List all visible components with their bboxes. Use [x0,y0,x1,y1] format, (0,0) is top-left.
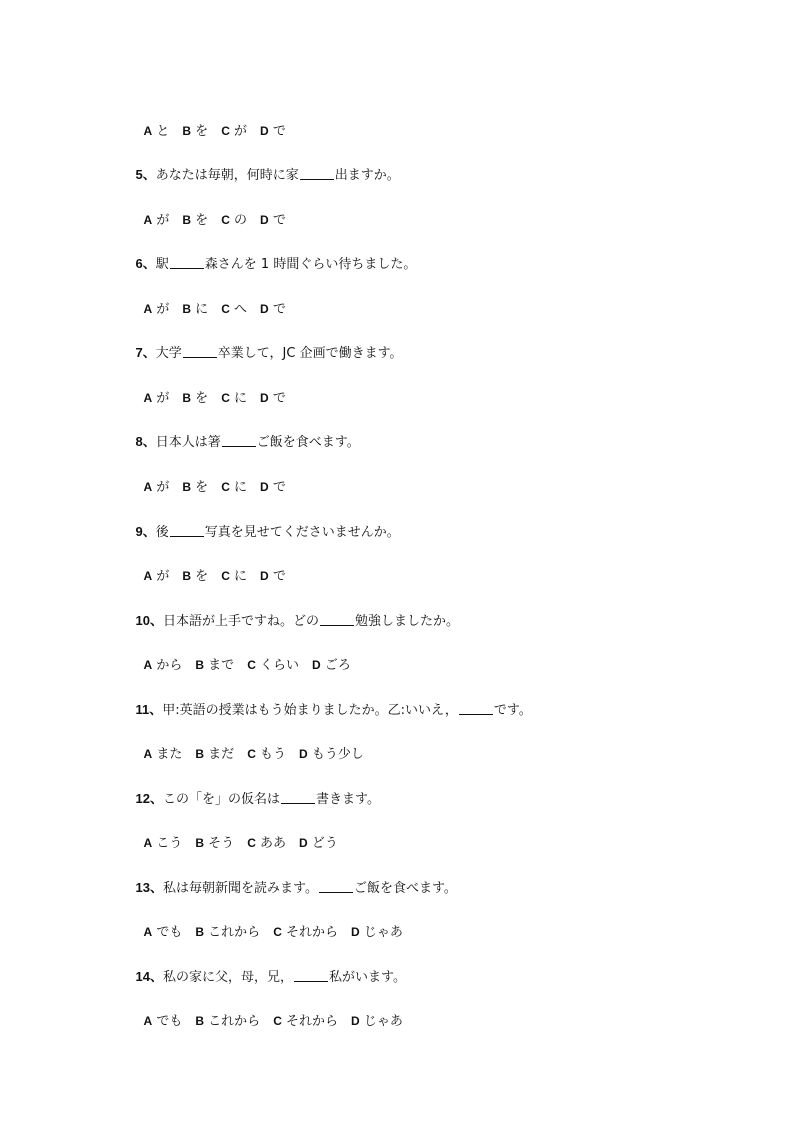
question-text-before: 日本人は箸 [155,435,221,450]
option-a: A から [143,658,183,673]
option-c: C に [221,569,248,584]
answer-blank [170,524,204,537]
question-text-after: です。 [493,703,532,718]
option-b: B に [182,302,209,317]
option-c: C もう [247,747,287,762]
question-text-before: 大学 [155,346,182,361]
question-text-after: 卒業して，JC 企画で働きます。 [217,346,403,361]
answer-blank [170,256,204,269]
question-number: 13、 [135,880,163,895]
question-number: 8、 [135,434,156,449]
option-c: C ああ [247,836,287,851]
question-number: 10、 [135,613,163,628]
question-text-after: 書きます。 [316,792,380,807]
option-d: D ごろ [312,658,351,673]
option-d: D で [260,213,286,228]
option-b: B まで [195,658,235,673]
option-b: B これから [195,1014,261,1029]
option-d: D どう [299,836,338,851]
option-d: D じゃあ [351,1014,403,1029]
option-b: B まだ [195,747,235,762]
question-number: 5、 [135,167,156,182]
option-c: C へ [221,302,248,317]
answer-blank [459,702,493,715]
option-b: B を [182,480,209,495]
answer-blank [222,434,256,447]
question-text-before: あなたは毎朝，何時に家 [155,168,299,183]
option-a: A でも [143,925,183,940]
question-text-before: 日本語が上手ですね。どの [163,614,320,629]
option-a: A また [143,747,183,762]
option-d: D で [260,569,286,584]
question-text-after: 森さんを 1 時間ぐらい待ちました。 [204,257,417,272]
question-text-after: 出ますか。 [334,168,400,183]
option-c: C が [221,124,248,139]
question-number: 11、 [135,702,163,717]
question-text-before: 私は毎朝新聞を読みます。 [163,881,318,896]
option-b: B を [182,124,209,139]
option-c: C くらい [247,658,300,673]
option-a: A が [143,391,170,406]
option-d: D じゃあ [351,925,403,940]
answer-blank [281,791,315,804]
option-b: B を [182,569,209,584]
question-text-before: 私の家に父，母，兄， [163,970,294,985]
option-b: B これから [195,925,261,940]
answer-blank [320,613,354,626]
question-number: 9、 [135,524,156,539]
option-d: D で [260,391,286,406]
answer-blank [300,167,334,180]
option-d: D で [260,124,286,139]
answer-blank [183,345,217,358]
answer-options [127,994,403,1049]
option-c: C に [221,391,248,406]
option-b: B そう [195,836,235,851]
question-text-after: 私がいます。 [329,970,406,985]
option-c: C それから [273,1014,339,1029]
option-c: C の [221,213,248,228]
question-text-before: 駅 [155,257,169,272]
question-text-after: ご飯を食べます。 [353,881,457,896]
option-a: A でも [143,1014,183,1029]
question-text-after: 写真を見せてくださいませんか。 [204,525,400,540]
option-b: B を [182,213,209,228]
option-a: A と [143,124,170,139]
option-a: A が [143,213,170,228]
question-number: 12、 [135,791,163,806]
option-a: A こう [143,836,183,851]
option-c: C に [221,480,248,495]
option-d: D で [260,302,286,317]
option-a: A が [143,480,170,495]
question-number: 14、 [135,969,163,984]
answer-blank [319,880,353,893]
option-b: B を [182,391,209,406]
question-text-before: この「を」の仮名は [163,792,281,807]
question-text-before: 甲:英語の授業はもう始まりましたか。乙:いいえ， [162,703,458,718]
option-c: C それから [273,925,339,940]
question-number: 6、 [135,256,156,271]
option-a: A が [143,569,170,584]
question-text-after: 勉強しましたか。 [355,614,460,629]
option-a: A が [143,302,170,317]
question-text-after: ご飯を食べます。 [256,435,360,450]
question-number: 7、 [135,345,156,360]
question-text-before: 後 [155,525,169,540]
option-d: D もう少し [299,747,364,762]
answer-blank [294,969,328,982]
option-d: D で [260,480,286,495]
